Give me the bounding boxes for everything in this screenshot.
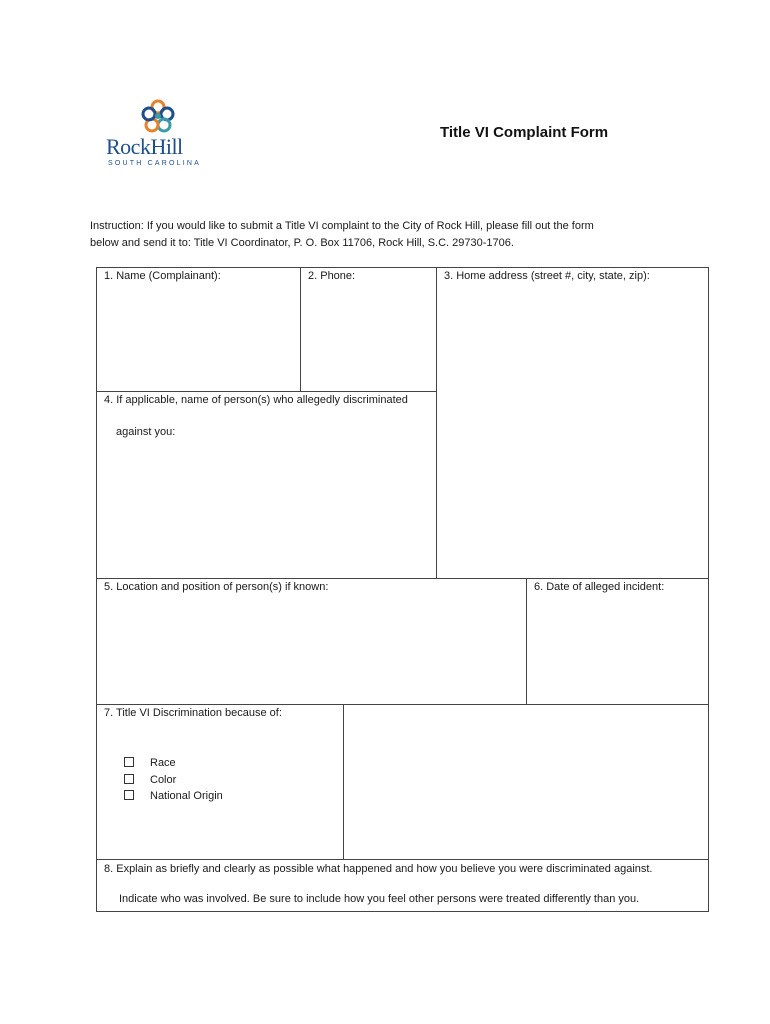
divider-name-phone: [300, 267, 301, 392]
form-border-top: [96, 267, 709, 268]
name-field-label: 1. Name (Complainant):: [104, 270, 221, 282]
divider-discrimination: [343, 704, 344, 860]
logo-wordmark: RockHill: [106, 134, 183, 159]
date-field-label: 6. Date of alleged incident:: [534, 581, 665, 593]
race-checkbox[interactable]: [124, 757, 134, 767]
divider-row1-row2: [96, 391, 437, 392]
flower-logo-icon: [140, 98, 176, 134]
divider-phone-address: [436, 267, 437, 579]
rock-hill-logo: [82, 80, 234, 190]
color-checkbox[interactable]: [124, 774, 134, 784]
form-border-right: [708, 267, 709, 912]
divider-row3-row4: [96, 704, 709, 705]
instruction-line-2: below and send it to: Title VI Coordinator, P. O. Box 11706, Rock Hill, S.C. 29730-1706.: [90, 237, 514, 249]
race-label: Race: [150, 757, 176, 769]
national-origin-checkbox[interactable]: [124, 790, 134, 800]
option-national-origin[interactable]: [124, 788, 223, 804]
explain-field-label-cont: Indicate who was involved. Be sure to include how you feel other persons were treated differently than you.: [119, 893, 640, 905]
form-border-bottom: [96, 911, 709, 912]
option-race[interactable]: [124, 755, 176, 771]
divider-row2-row3: [96, 578, 709, 579]
discrimination-field-label: 7. Title VI Discrimination because of:: [104, 707, 282, 719]
option-color[interactable]: [124, 772, 176, 788]
national-origin-label: National Origin: [150, 790, 223, 802]
instruction-line-1: Instruction: If you would like to submit a Title VI complaint to the City of Rock Hill, please fill out the form: [90, 220, 594, 232]
instruction-text: [90, 218, 690, 252]
address-field-label: 3. Home address (street #, city, state, zip):: [444, 270, 650, 282]
form-border-left: [96, 267, 97, 912]
divider-row4-row5: [96, 859, 709, 860]
divider-location-date: [526, 578, 527, 705]
persons-field-label: 4. If applicable, name of person(s) who allegedly discriminated: [104, 394, 408, 406]
location-field-label: 5. Location and position of person(s) if known:: [104, 581, 329, 593]
explain-field-label: 8. Explain as briefly and clearly as possible what happened and how you believe you were discriminated against.: [104, 863, 653, 875]
persons-field-label-cont: against you:: [116, 426, 176, 438]
logo-subtitle: SOUTH CAROLINA: [108, 160, 202, 167]
form-title: Title VI Complaint Form: [440, 124, 609, 141]
phone-field-label: 2. Phone:: [308, 270, 356, 282]
color-label: Color: [150, 774, 177, 786]
